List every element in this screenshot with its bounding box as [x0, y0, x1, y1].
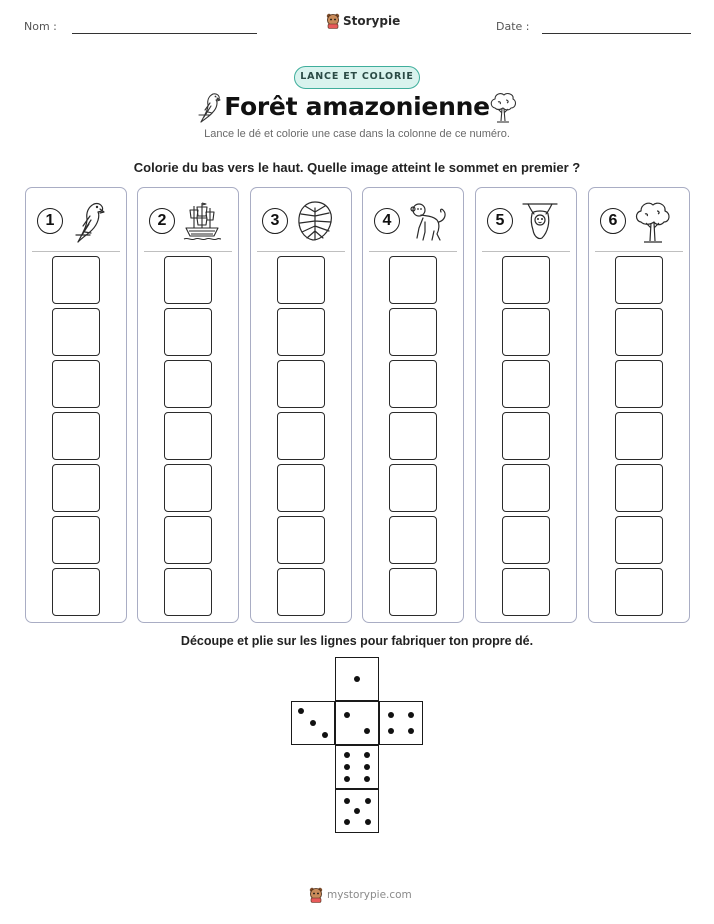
tree-title-icon — [489, 91, 517, 123]
die-face-2 — [335, 701, 379, 745]
die-pip — [344, 752, 350, 758]
color-cell[interactable] — [502, 256, 550, 304]
color-cell[interactable] — [277, 308, 325, 356]
subtitle: Lance le dé et colorie une case dans la colonne de ce numéro. — [204, 128, 510, 140]
color-cell[interactable] — [389, 568, 437, 616]
die-pip — [298, 708, 304, 714]
color-cell[interactable] — [502, 568, 550, 616]
column-number: 2 — [149, 208, 175, 234]
color-cell[interactable] — [164, 412, 212, 460]
color-cell[interactable] — [164, 464, 212, 512]
color-cell[interactable] — [615, 360, 663, 408]
footer-website: mystorypie.com — [327, 889, 412, 901]
die-pip — [322, 732, 328, 738]
die-pip — [344, 712, 350, 718]
die-pip — [388, 712, 394, 718]
column-number: 5 — [487, 208, 513, 234]
column-4 — [362, 187, 464, 623]
die-pip — [364, 764, 370, 770]
name-label: Nom : — [24, 20, 57, 33]
color-cell[interactable] — [277, 360, 325, 408]
column-number: 4 — [374, 208, 400, 234]
column-number: 1 — [37, 208, 63, 234]
color-cell[interactable] — [277, 464, 325, 512]
column-5 — [475, 187, 577, 623]
die-pip — [344, 798, 350, 804]
color-cell[interactable] — [164, 360, 212, 408]
color-cell[interactable] — [615, 516, 663, 564]
die-face-1 — [335, 657, 379, 701]
color-cell[interactable] — [389, 256, 437, 304]
column-divider — [257, 251, 345, 252]
storypie-mascot-icon — [309, 887, 323, 903]
color-cell[interactable] — [389, 308, 437, 356]
coloring-instruction: Colorie du bas vers le haut. Quelle image atteint le sommet en premier ? — [133, 160, 581, 175]
die-face-6 — [335, 745, 379, 789]
color-cell[interactable] — [52, 308, 100, 356]
color-cell[interactable] — [389, 464, 437, 512]
die-pip — [364, 728, 370, 734]
color-cell[interactable] — [277, 412, 325, 460]
color-cell[interactable] — [615, 568, 663, 616]
color-cell[interactable] — [52, 412, 100, 460]
color-cell[interactable] — [52, 360, 100, 408]
die-face-5 — [335, 789, 379, 833]
color-cell[interactable] — [502, 516, 550, 564]
die-pip — [364, 752, 370, 758]
color-cell[interactable] — [502, 308, 550, 356]
column-2 — [137, 187, 239, 623]
color-cell[interactable] — [502, 412, 550, 460]
color-cell[interactable] — [615, 464, 663, 512]
date-line — [542, 33, 691, 34]
color-cell[interactable] — [277, 256, 325, 304]
color-cell[interactable] — [615, 256, 663, 304]
color-cell[interactable] — [52, 516, 100, 564]
color-cell[interactable] — [502, 464, 550, 512]
monstera-leaf-icon — [295, 198, 335, 244]
color-cell[interactable] — [389, 360, 437, 408]
color-cell[interactable] — [52, 568, 100, 616]
die-pip — [388, 728, 394, 734]
die-face-3 — [291, 701, 335, 745]
column-divider — [32, 251, 120, 252]
die-pip — [310, 720, 316, 726]
column-6 — [588, 187, 690, 623]
color-cell[interactable] — [277, 568, 325, 616]
color-cell[interactable] — [164, 256, 212, 304]
monkey-icon — [407, 198, 447, 244]
color-cell[interactable] — [52, 464, 100, 512]
die-pip — [344, 764, 350, 770]
name-line — [72, 33, 257, 34]
activity-badge: LANCE ET COLORIE — [294, 66, 420, 89]
column-divider — [482, 251, 570, 252]
column-divider — [144, 251, 232, 252]
color-cell[interactable] — [389, 516, 437, 564]
parrot-icon — [70, 198, 110, 244]
die-pip — [364, 776, 370, 782]
sloth-icon — [520, 198, 560, 244]
color-cell[interactable] — [615, 308, 663, 356]
die-pip — [354, 676, 360, 682]
die-pip — [408, 712, 414, 718]
column-divider — [369, 251, 457, 252]
die-pip — [365, 819, 371, 825]
tree-icon — [633, 198, 673, 244]
die-face-4 — [379, 701, 423, 745]
die-pip — [408, 728, 414, 734]
die-pip — [344, 819, 350, 825]
brand-name: Storypie — [343, 14, 401, 28]
dice-instruction: Découpe et plie sur les lignes pour fabriquer ton propre dé. — [180, 634, 534, 648]
color-cell[interactable] — [502, 360, 550, 408]
die-pip — [354, 808, 360, 814]
page-title: Forêt amazonienne — [224, 92, 490, 121]
color-cell[interactable] — [389, 412, 437, 460]
date-label: Date : — [496, 20, 530, 33]
color-cell[interactable] — [615, 412, 663, 460]
color-cell[interactable] — [164, 308, 212, 356]
storypie-mascot-icon — [326, 13, 340, 29]
color-cell[interactable] — [52, 256, 100, 304]
color-cell[interactable] — [164, 516, 212, 564]
brand-logo — [326, 13, 400, 29]
column-number: 6 — [600, 208, 626, 234]
column-3 — [250, 187, 352, 623]
color-cell[interactable] — [277, 516, 325, 564]
column-number: 3 — [262, 208, 288, 234]
ship-icon — [182, 198, 222, 244]
column-divider — [595, 251, 683, 252]
color-cell[interactable] — [164, 568, 212, 616]
die-pip — [365, 798, 371, 804]
die-pip — [344, 776, 350, 782]
column-1 — [25, 187, 127, 623]
footer — [309, 887, 412, 903]
